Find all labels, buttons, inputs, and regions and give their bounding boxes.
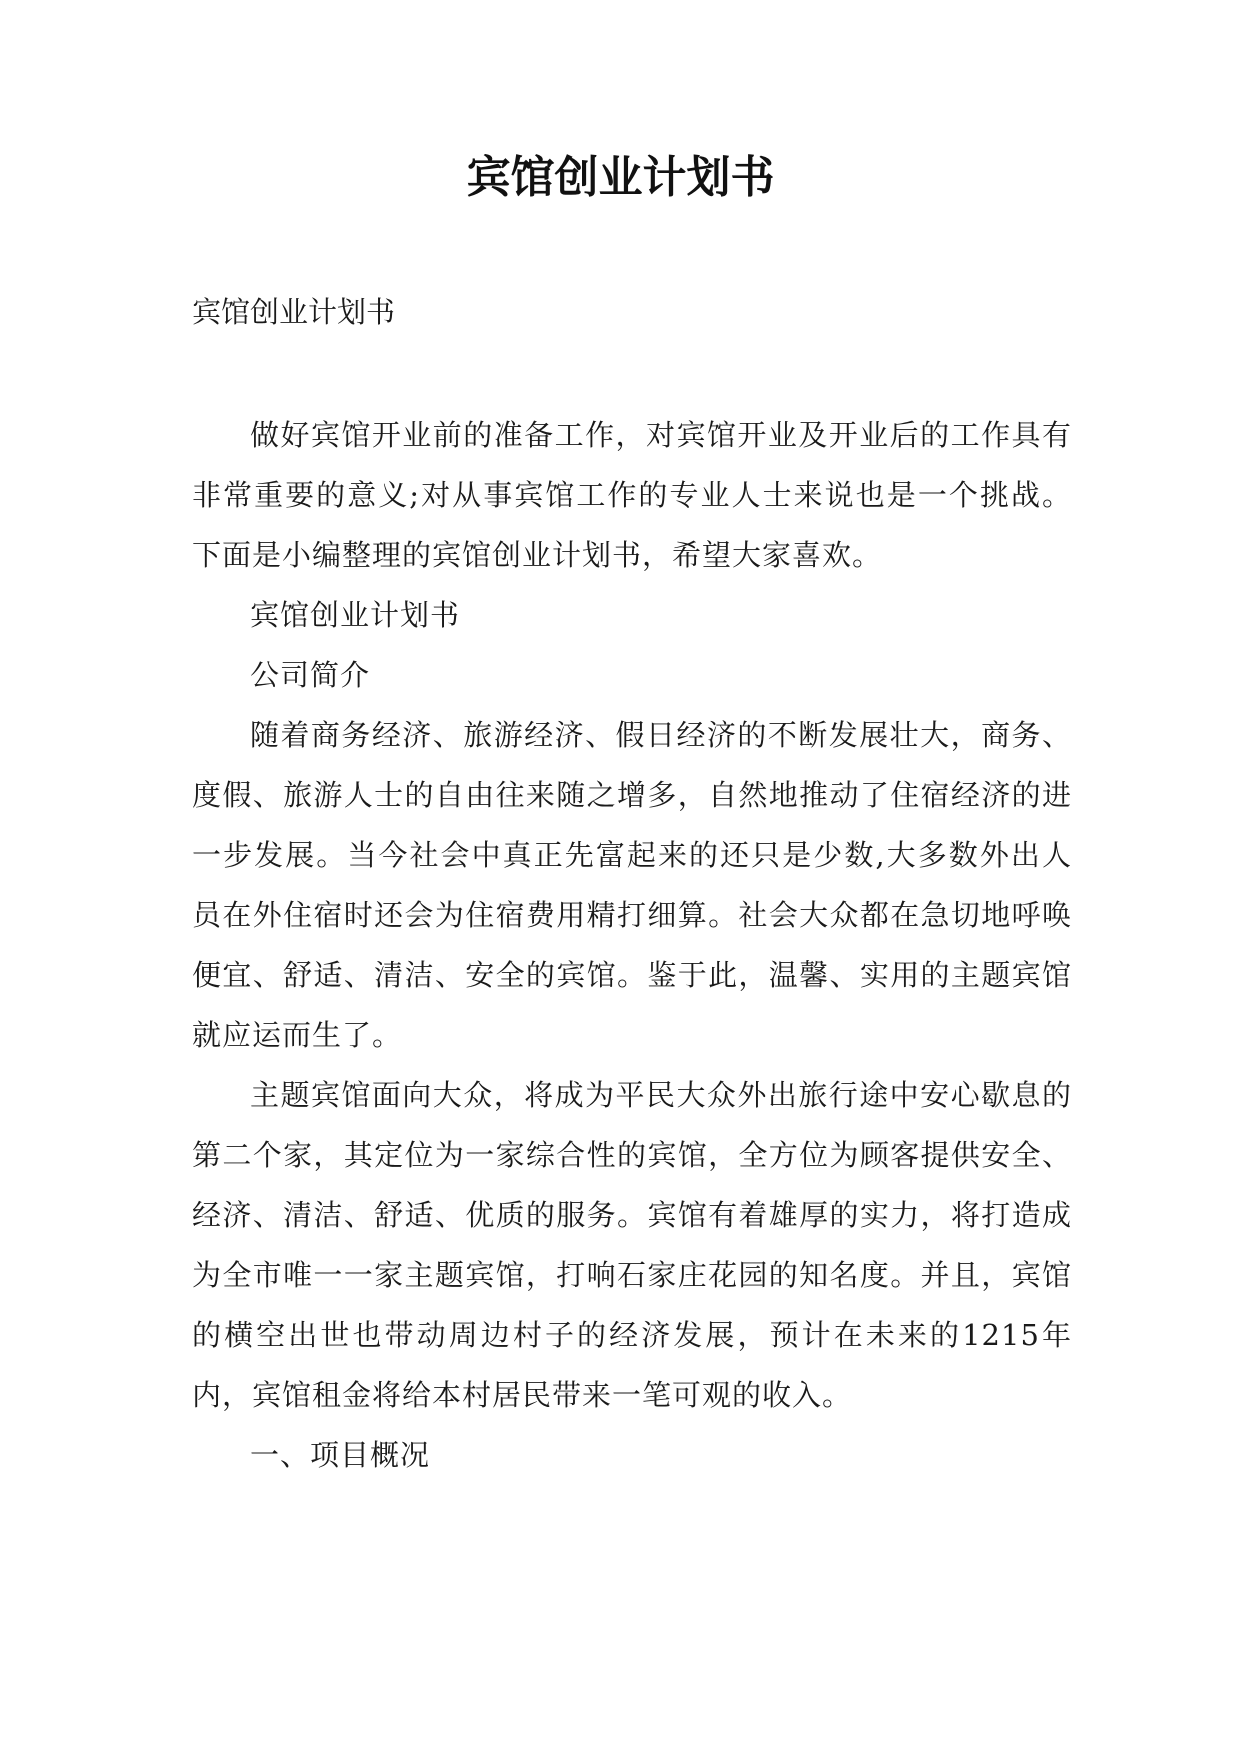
document-title: 宾馆创业计划书 xyxy=(466,152,775,203)
section-heading-plan: 宾馆创业计划书 xyxy=(250,598,461,632)
section-heading-project-overview: 一、项目概况 xyxy=(250,1438,431,1472)
hotel-positioning-paragraph: 主题宾馆面向大众，将成为平民大众外出旅行途中安心歇息的第二个家，其定位为一家综合性的宾馆，全方位为顾客提供安全、经济、清洁、舒适、优质的服务。宾馆有着雄厚的实力，将打造成为全市唯一一家主题宾馆，打响石家庄花园的知名度。并且，宾馆的横空出世也带动周边村子的经济发展，预计在未来的1215年内，宾馆租金将给本村居民带来一笔可观的收入。 xyxy=(192,1078,1072,1412)
document-body xyxy=(192,405,1072,1485)
company-profile-paragraph: 随着商务经济、旅游经济、假日经济的不断发展壮大，商务、度假、旅游人士的自由往来随之增多，自然地推动了住宿经济的进一步发展。当今社会中真正先富起来的还只是少数,大多数外出人员在外住宿时还会为住宿费用精打细算。社会大众都在急切地呼唤便宜、舒适、清洁、安全的宾馆。鉴于此，温馨、实用的主题宾馆就应运而生了。 xyxy=(192,718,1072,1052)
document-subtitle: 宾馆创业计划书 xyxy=(192,295,396,329)
intro-paragraph: 做好宾馆开业前的准备工作，对宾馆开业及开业后的工作具有非常重要的意义;对从事宾馆工作的专业人士来说也是一个挑战。下面是小编整理的宾馆创业计划书，希望大家喜欢。 xyxy=(192,418,1072,572)
section-heading-company-profile: 公司简介 xyxy=(250,658,371,692)
